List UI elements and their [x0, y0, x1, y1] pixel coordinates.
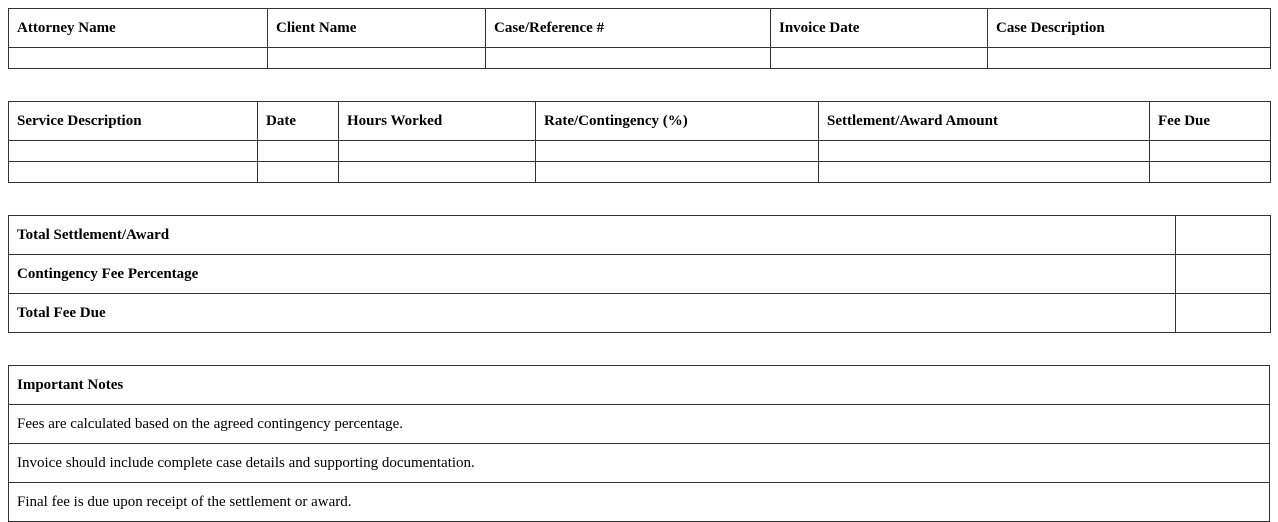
case-info-header-row — [9, 9, 1271, 48]
list-item — [9, 483, 1270, 522]
cell-rate-contingency[interactable] — [536, 141, 819, 162]
cell-service-description[interactable] — [9, 141, 258, 162]
cell-hours-worked[interactable] — [339, 162, 536, 183]
totals-table — [8, 215, 1271, 333]
header-rate-contingency: Rate/Contingency (%) — [536, 102, 819, 141]
cell-invoice-date[interactable] — [771, 48, 988, 69]
header-date: Date — [258, 102, 339, 141]
cell-service-description[interactable] — [9, 162, 258, 183]
list-item — [9, 405, 1270, 444]
service-header-row — [9, 102, 1271, 141]
table-row — [9, 48, 1271, 69]
cell-client-name[interactable] — [268, 48, 486, 69]
header-fee-due: Fee Due — [1150, 102, 1271, 141]
cell-fee-due[interactable] — [1150, 141, 1271, 162]
total-settlement-row — [9, 216, 1271, 255]
total-fee-due-label: Total Fee Due — [9, 294, 1176, 333]
contingency-percentage-row — [9, 255, 1271, 294]
header-settlement-amount: Settlement/Award Amount — [819, 102, 1150, 141]
header-invoice-date: Invoice Date — [771, 9, 988, 48]
list-item — [9, 444, 1270, 483]
header-hours-worked: Hours Worked — [339, 102, 536, 141]
cell-settlement-amount[interactable] — [819, 141, 1150, 162]
header-service-description: Service Description — [9, 102, 258, 141]
header-case-description: Case Description — [988, 9, 1271, 48]
total-settlement-value[interactable] — [1176, 216, 1271, 255]
cell-case-reference[interactable] — [486, 48, 771, 69]
case-info-table — [8, 8, 1271, 69]
cell-rate-contingency[interactable] — [536, 162, 819, 183]
notes-table — [8, 365, 1270, 522]
total-settlement-label: Total Settlement/Award — [9, 216, 1176, 255]
cell-fee-due[interactable] — [1150, 162, 1271, 183]
note-text: Final fee is due upon receipt of the settlement or award. — [9, 483, 1270, 522]
cell-case-description[interactable] — [988, 48, 1271, 69]
contingency-percentage-label: Contingency Fee Percentage — [9, 255, 1176, 294]
cell-attorney-name[interactable] — [9, 48, 268, 69]
notes-title: Important Notes — [9, 366, 1270, 405]
table-row — [9, 141, 1271, 162]
cell-hours-worked[interactable] — [339, 141, 536, 162]
cell-settlement-amount[interactable] — [819, 162, 1150, 183]
cell-date[interactable] — [258, 162, 339, 183]
header-client-name: Client Name — [268, 9, 486, 48]
total-fee-due-value[interactable] — [1176, 294, 1271, 333]
cell-date[interactable] — [258, 141, 339, 162]
service-table — [8, 101, 1271, 183]
header-attorney-name: Attorney Name — [9, 9, 268, 48]
contingency-percentage-value[interactable] — [1176, 255, 1271, 294]
header-case-reference: Case/Reference # — [486, 9, 771, 48]
total-fee-due-row — [9, 294, 1271, 333]
table-row — [9, 162, 1271, 183]
notes-title-row — [9, 366, 1270, 405]
note-text: Fees are calculated based on the agreed contingency percentage. — [9, 405, 1270, 444]
note-text: Invoice should include complete case details and supporting documentation. — [9, 444, 1270, 483]
